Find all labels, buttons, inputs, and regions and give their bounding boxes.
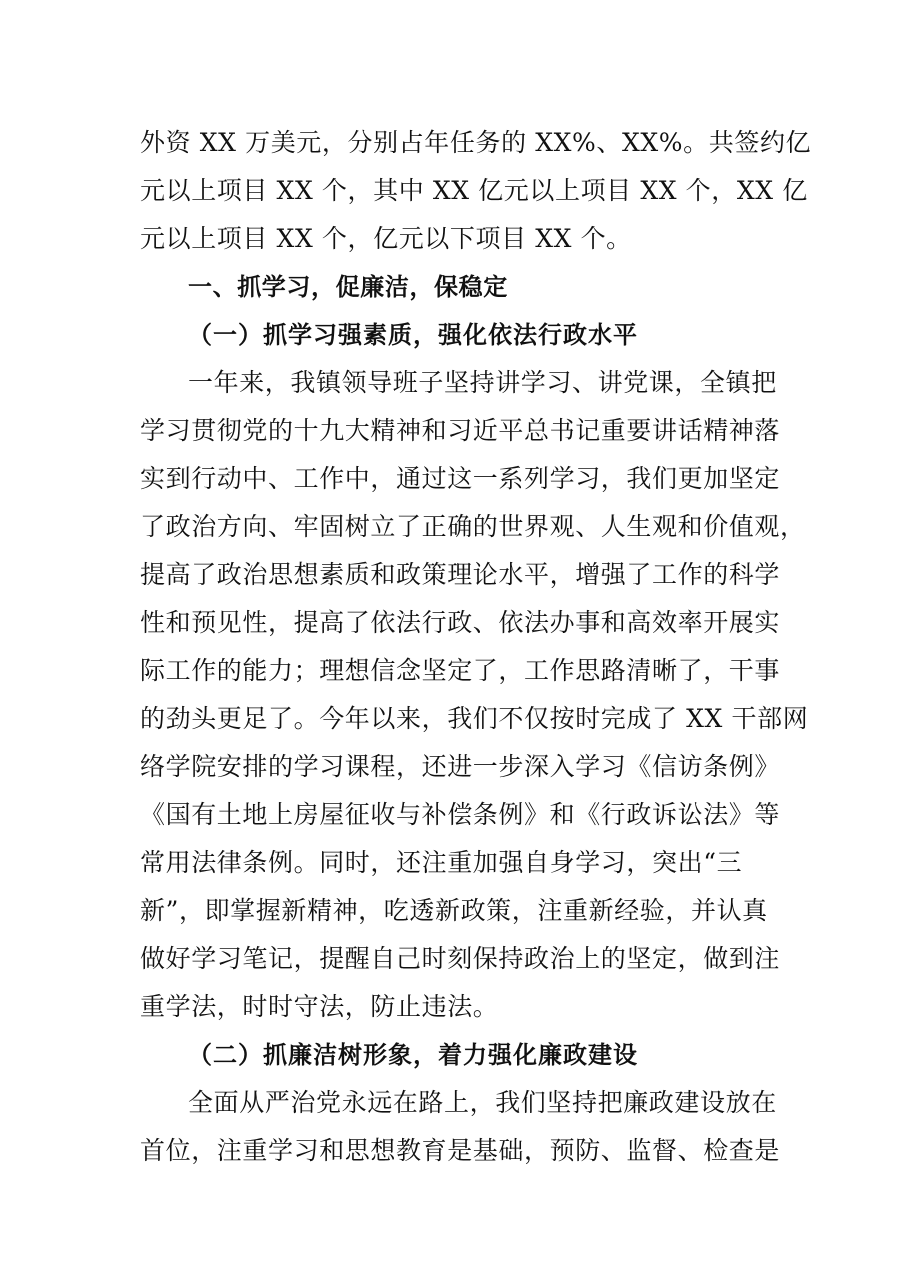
body-text-line: 重学法，时时守法，防止违法。 [140,992,499,1021]
body-text-line: 际工作的能力；理想信念坚定了，工作思路清晰了，干事 [140,656,781,685]
body-text-line: 的劲头更足了。今年以来，我们不仅按时完成了 XX 干部网 [140,704,809,733]
body-text-line: 外资 XX 万美元，分别占年任务的 XX%、XX%。共签约亿 [140,128,812,157]
body-text-line: 元以上项目 XX 个，其中 XX 亿元以上项目 XX 个，XX 亿 [140,176,808,205]
paragraph-first-line: 全面从严治党永远在路上，我们坚持把廉政建设放在 [188,1088,777,1117]
body-text-line: 络学院安排的学习课程，还进一步深入学习《信访条例》 [140,752,781,781]
body-text-line: 实到行动中、工作中，通过这一系列学习，我们更加坚定 [140,464,781,493]
body-text-line: 常用法律条例。同时，还注重加强自身学习，突出“三 [140,848,743,877]
body-text-line: 学习贯彻党的十九大精神和习近平总书记重要讲话精神落 [140,416,781,445]
body-text-line: 《国有土地上房屋征收与补偿条例》和《行政诉讼法》等 [140,800,781,829]
section-heading: 一、抓学习，促廉洁，保稳定 [188,273,508,301]
body-text-line: 提高了政治思想素质和政策理论水平，增强了工作的科学 [140,560,781,589]
body-text-line: 元以上项目 XX 个，亿元以下项目 XX 个。 [140,224,632,253]
paragraph-first-line: 一年来，我镇领导班子坚持讲学习、讲党课，全镇把 [188,368,777,397]
body-text-line: 了政治方向、牢固树立了正确的世界观、人生观和价值观， [140,512,806,541]
subsection-heading: （一）抓学习强素质，强化依法行政水平 [188,321,638,349]
body-text-line: 新”，即掌握新精神，吃透新政策，注重新经验，并认真 [140,896,768,925]
body-text-line: 首位，注重学习和思想教育是基础，预防、监督、检查是 [140,1136,781,1165]
body-text-line: 做好学习笔记，提醒自己时刻保持政治上的坚定，做到注 [140,944,781,973]
body-text-line: 性和预见性，提高了依法行政、依法办事和高效率开展实 [140,608,781,637]
subsection-heading: （二）抓廉洁树形象，着力强化廉政建设 [188,1041,638,1069]
